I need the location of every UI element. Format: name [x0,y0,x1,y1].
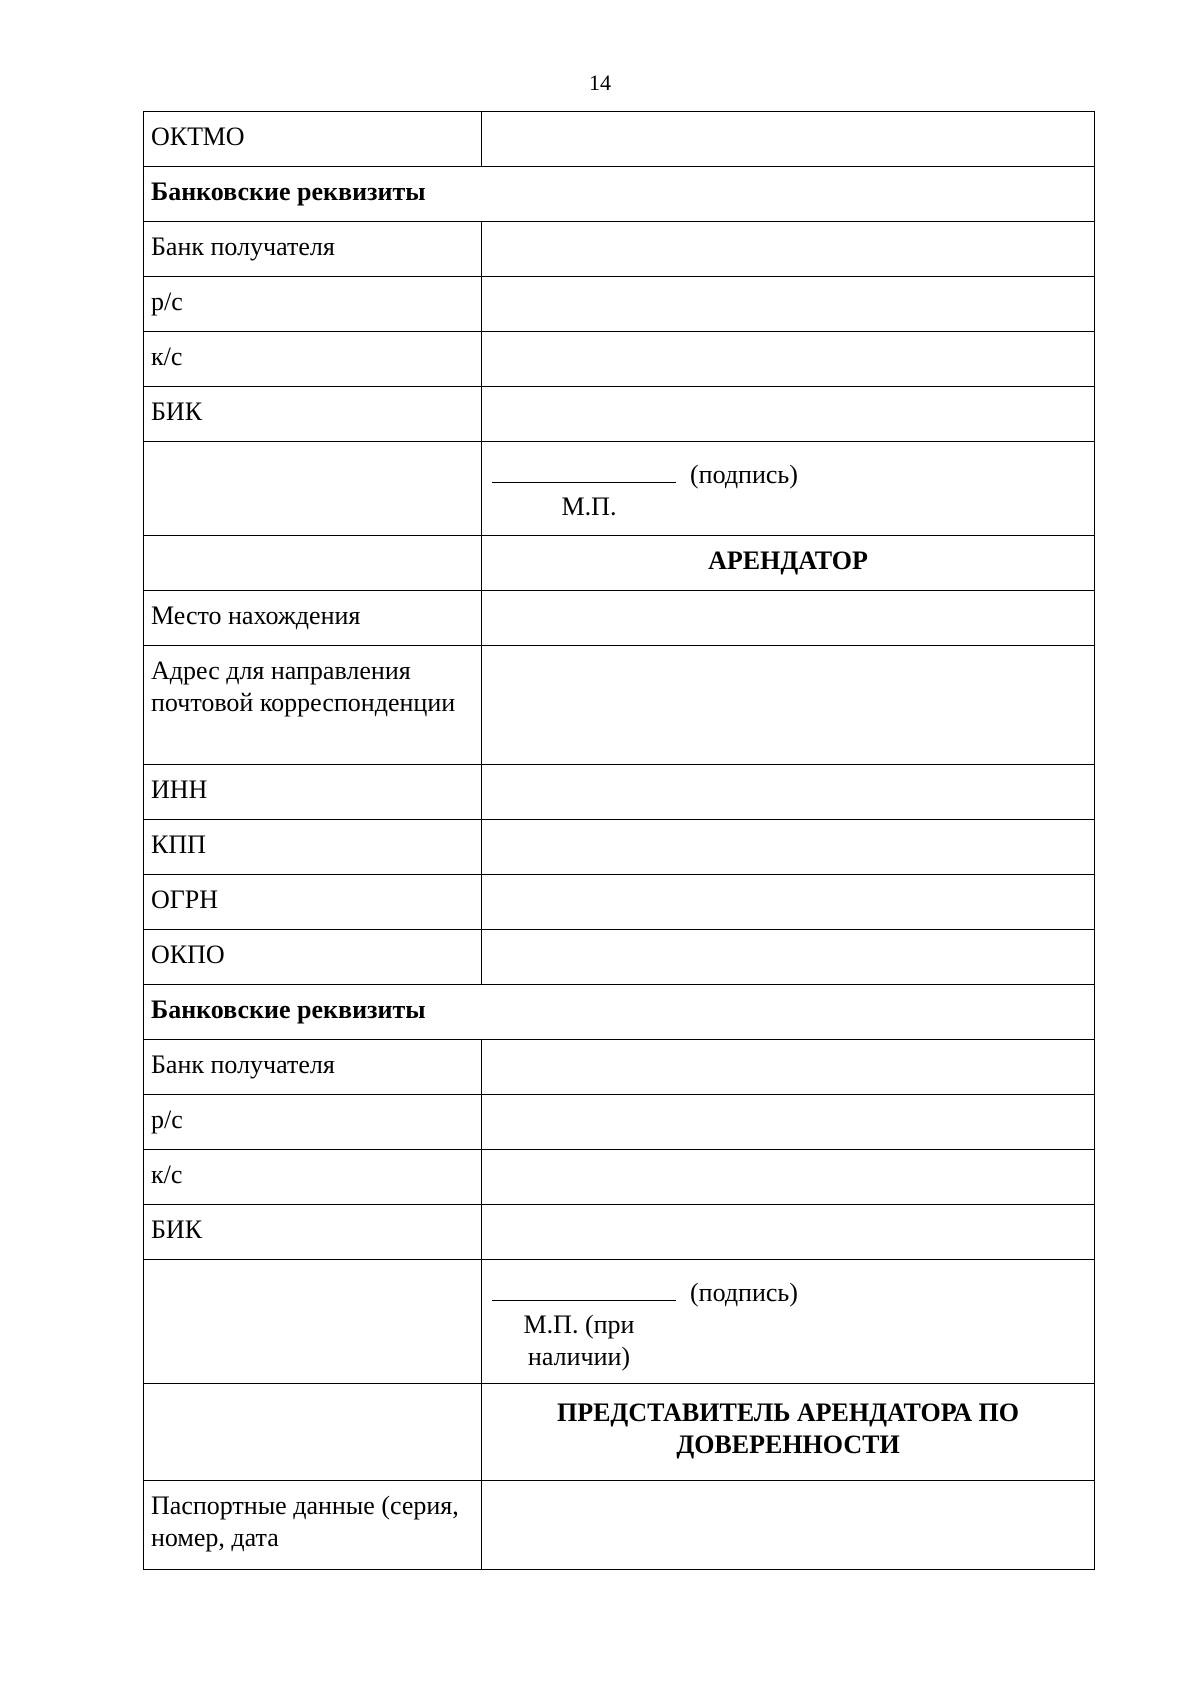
bank-section-title: Банковские реквизиты [144,167,1095,222]
table-row [144,591,1095,646]
signature-cell [482,1260,1095,1384]
signature-cell [482,442,1095,536]
table-row [144,1095,1095,1150]
ks-value [482,332,1095,387]
page-number: 14 [589,70,611,95]
postal-address-value [482,646,1095,765]
ks-label: к/с [144,332,482,387]
table-row [144,536,1095,591]
table-row [144,167,1095,222]
bank-label: Банк получателя [144,222,482,277]
empty-cell [144,1260,482,1384]
table-row [144,765,1095,820]
table-row [144,442,1095,536]
requisites-table [143,111,1095,1570]
bik-value [482,1205,1095,1260]
table-row [144,1150,1095,1205]
okpo-label: ОКПО [144,930,482,985]
table-row [144,985,1095,1040]
signature-label: (подпись) [690,460,798,489]
table-row [144,646,1095,765]
table-row [144,1205,1095,1260]
signature-line [492,456,676,483]
table-row [144,1040,1095,1095]
okpo-value [482,930,1095,985]
oktmo-value [482,112,1095,167]
postal-address-label: Адрес для направления почтовой корреспонденции [144,646,482,765]
table-row [144,1384,1095,1481]
bik-label: БИК [144,387,482,442]
bank-section-title: Банковские реквизиты [144,985,1095,1040]
passport-label: Паспортные данные (серия, номер, дата [144,1481,482,1570]
ogrn-label: ОГРН [144,875,482,930]
table-row [144,930,1095,985]
table-row [144,820,1095,875]
inn-label: ИНН [144,765,482,820]
table-row [144,332,1095,387]
passport-value [482,1481,1095,1570]
bik-label: БИК [144,1205,482,1260]
location-label: Место нахождения [144,591,482,646]
empty-cell [144,1384,482,1481]
rs-label: р/с [144,277,482,332]
kpp-value [482,820,1095,875]
table-row [144,222,1095,277]
table-row [144,277,1095,332]
rs-label: р/с [144,1095,482,1150]
table-row [144,1481,1095,1570]
table-row [144,112,1095,167]
empty-cell [144,536,482,591]
ogrn-value [482,875,1095,930]
kpp-label: КПП [144,820,482,875]
signature-line [492,1274,676,1301]
signature-label: (подпись) [690,1278,798,1307]
ks-value [482,1150,1095,1205]
bank-value [482,1040,1095,1095]
inn-value [482,765,1095,820]
bank-label: Банк получателя [144,1040,482,1095]
bik-value [482,387,1095,442]
bank-value [482,222,1095,277]
table-row [144,387,1095,442]
rs-value [482,277,1095,332]
representative-heading: ПРЕДСТАВИТЕЛЬ АРЕНДАТОРА ПО ДОВЕРЕННОСТИ [482,1384,1095,1481]
oktmo-label: ОКТМО [144,112,482,167]
table-row [144,875,1095,930]
ks-label: к/с [144,1150,482,1205]
tenant-heading: АРЕНДАТОР [482,536,1095,591]
location-value [482,591,1095,646]
rs-value [482,1095,1095,1150]
stamp-label: М.П. (при наличии) [523,1310,635,1371]
stamp-label: М.П. [561,492,617,521]
table-row [144,1260,1095,1384]
empty-cell [144,442,482,536]
